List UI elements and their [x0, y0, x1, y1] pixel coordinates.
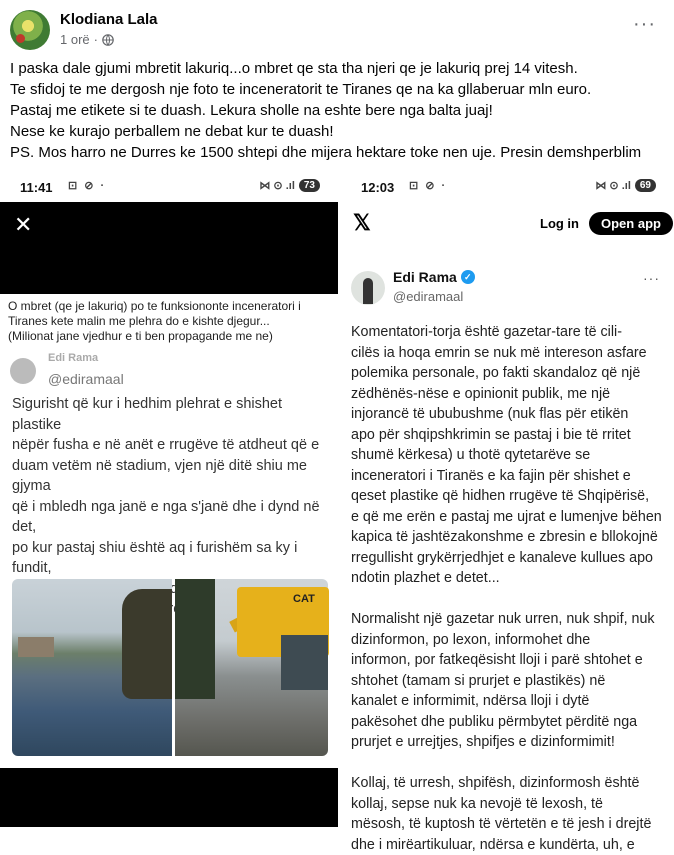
- tweet-line: ndotin plazhet e detet...: [351, 570, 500, 586]
- verified-badge-icon: ✓: [461, 270, 475, 284]
- tweet-header: [341, 268, 674, 312]
- photo-trees: [122, 589, 172, 699]
- left-status-icons: ⊡ ⊘ ·: [68, 180, 107, 192]
- tweet-line: zëdhënës-nëse e opinionit publik, me një: [351, 385, 611, 402]
- globe-icon[interactable]: [102, 34, 114, 46]
- left-status-bar: [0, 170, 338, 202]
- tweet-line: Normalisht një gazetar nuk urren, nuk shpif, nuk: [351, 611, 655, 627]
- post-line: PS. Mos harro ne Durres ke 1500 shtepi dhe mijera hektare toke nen uje. Presin demshperblim: [10, 144, 642, 161]
- tweet-handle: @ediramaal: [48, 371, 124, 387]
- tweet-line: qeset plastike që hidhen rrugëve të Shqipërisë,: [351, 488, 650, 504]
- tweet-paragraph: [351, 609, 664, 753]
- x-logo-icon[interactable]: 𝕏: [353, 210, 371, 235]
- tweet-line: prurjet e urrejtjes, shpifjes e dizinformimit!: [351, 734, 615, 750]
- post-text: [10, 58, 660, 163]
- right-network-icons: [595, 179, 656, 192]
- tweet-paragraph: [351, 773, 664, 855]
- tweet-line: kollaj, sepse nuk ka nevojë të lexosh, të: [351, 795, 603, 812]
- caption-line: (Milionat jane vjedhur e ti ben propagande me ne): [8, 329, 273, 343]
- battery-icon: 69: [635, 179, 656, 192]
- tweet-line: dhe i mirëartikuluar, ndërsa e kundërta, uh, e: [351, 836, 635, 853]
- tweet-author-partial: Edi Rama: [48, 352, 99, 364]
- left-status-time: 11:41: [20, 180, 53, 195]
- tweet-line: polemika personale, po fakti skandaloz që një: [351, 365, 641, 381]
- right-screenshot[interactable]: [341, 170, 674, 853]
- author-avatar[interactable]: [10, 10, 50, 50]
- left-dark-header: [0, 202, 338, 294]
- tweet-line: mësosh, të kuptosh të vërtetën e të jesh i drejtë: [351, 816, 652, 832]
- post-header: [0, 0, 674, 58]
- left-caption: [0, 294, 338, 344]
- caption-line: Tiranes kete malin me plehra do e kishte djegur...: [8, 314, 270, 328]
- flooded-river-photo[interactable]: [12, 579, 172, 756]
- excavator-photo[interactable]: [175, 579, 328, 756]
- open-app-button[interactable]: Open app: [589, 212, 673, 235]
- signal-icon: ⋈ ⊙ .ıl: [259, 180, 295, 192]
- tweet-line: shtohet (tamam si prurjet e plastikës) në: [351, 672, 606, 689]
- tweet-line: inceneratori i Tiranës e ka fajin për shishet e: [351, 467, 631, 484]
- tweet-line: apo për shqipshkrimin se pastaj i bie të rritet: [351, 426, 631, 443]
- post-meta: [60, 32, 114, 47]
- left-tweet-author: [0, 352, 338, 387]
- tweet-line: e që me erën e pastaj me ujrat e lumenjve bëhen: [351, 508, 662, 525]
- tweet-line: që i mbledh nga janë e nga s'janë dhe i dynd në det,: [12, 498, 320, 535]
- tweet-line: Komentatori-torja është gazetar-tare të cili-: [351, 324, 622, 340]
- caption-line: O mbret (qe je lakuriq) po te funksiononte inceneratori i: [8, 299, 301, 313]
- photo-tree: [175, 579, 215, 699]
- post-time[interactable]: 1 orë: [60, 32, 90, 47]
- tweet-line: po kur pastaj shiu është aq i furishëm sa ky i fundit,: [12, 539, 298, 576]
- tweet-line: injorancë të ububushme (nuk flas për etikën: [351, 406, 629, 422]
- left-network-icons: [259, 179, 320, 192]
- post-line: I paska dale gjumi mbretit lakuriq...o mbret qe sta tha njeri qe je lakuriq prej 14 vitesh.: [10, 60, 578, 77]
- tweet-line: Kollaj, të urresh, shpifësh, dizinformosh është: [351, 775, 640, 791]
- tweet-paragraph: [351, 322, 664, 589]
- left-dark-footer: [0, 768, 338, 827]
- tweet-photos[interactable]: [12, 579, 328, 756]
- tweet-avatar: [10, 358, 36, 384]
- login-button[interactable]: Log in: [540, 216, 579, 231]
- tweet-line: dizinformon, po lexon, informohet dhe: [351, 631, 591, 648]
- tweet-line: informon, por fatkeqësisht lloji i parë shtohet e: [351, 652, 643, 668]
- x-top-bar: [341, 202, 674, 248]
- photo-house: [18, 637, 54, 657]
- right-status-bar: [341, 170, 674, 202]
- left-screenshot[interactable]: [0, 170, 338, 827]
- right-tweet-body: [341, 312, 674, 855]
- tweet-handle: @ediramaal: [393, 289, 464, 304]
- battery-icon: 73: [299, 179, 320, 192]
- right-status-time: 12:03: [361, 180, 395, 195]
- tweet-author-label: Edi Rama: [393, 269, 457, 285]
- tweet-author-name[interactable]: [393, 269, 475, 285]
- excavator-label: CAT: [293, 593, 315, 605]
- author-name[interactable]: Klodiana Lala: [60, 11, 158, 28]
- post-line: Nese ke kurajo perballem ne debat kur te duash!: [10, 123, 334, 140]
- tweet-line: kanalet e informimit, ndërsa lloji i dytë: [351, 693, 590, 709]
- tweet-line: pakësohet dhe publiku përmbytet përditë nga: [351, 713, 638, 730]
- tweet-more-icon[interactable]: ···: [643, 270, 660, 286]
- tweet-line: Sigurisht që kur i hedhim plehrat e shishet plastike: [12, 396, 283, 433]
- tweet-avatar[interactable]: [351, 271, 385, 305]
- post-line: Pastaj me etikete si te duash. Lekura sholle na eshte bere nga balta juaj!: [10, 102, 493, 119]
- tweet-line: cilës ia hoqa emrin se nuk më intereson asfare: [351, 344, 647, 361]
- post-line: Te sfidoj te me dergosh nje foto te inceneratorit te Tiranes qe na ka gllaberuar mln euro.: [10, 81, 592, 98]
- close-icon[interactable]: ✕: [14, 212, 33, 237]
- post-more-icon[interactable]: ···: [633, 13, 656, 35]
- photo-truck: [281, 635, 328, 690]
- signal-icon: ⋈ ⊙ .ıl: [595, 180, 631, 192]
- tweet-line: kapica të jashtëzakonshme e zbresin e bllokojnë: [351, 529, 658, 545]
- tweet-line: rregullisht grykërrjedhjet e kanaleve kullues apo: [351, 549, 653, 566]
- meta-separator: ·: [93, 32, 98, 47]
- right-status-icons: ⊡ ⊘ ·: [409, 180, 448, 192]
- tweet-line: duam vetëm në stadium, vjen një ditë shiu me gjyma: [12, 457, 307, 494]
- tweet-line: shumë kërkesa) u thotë qytetarëve se: [351, 447, 591, 463]
- tweet-line: nëpër fusha e në anët e rrugëve të atdheut që e: [12, 437, 320, 453]
